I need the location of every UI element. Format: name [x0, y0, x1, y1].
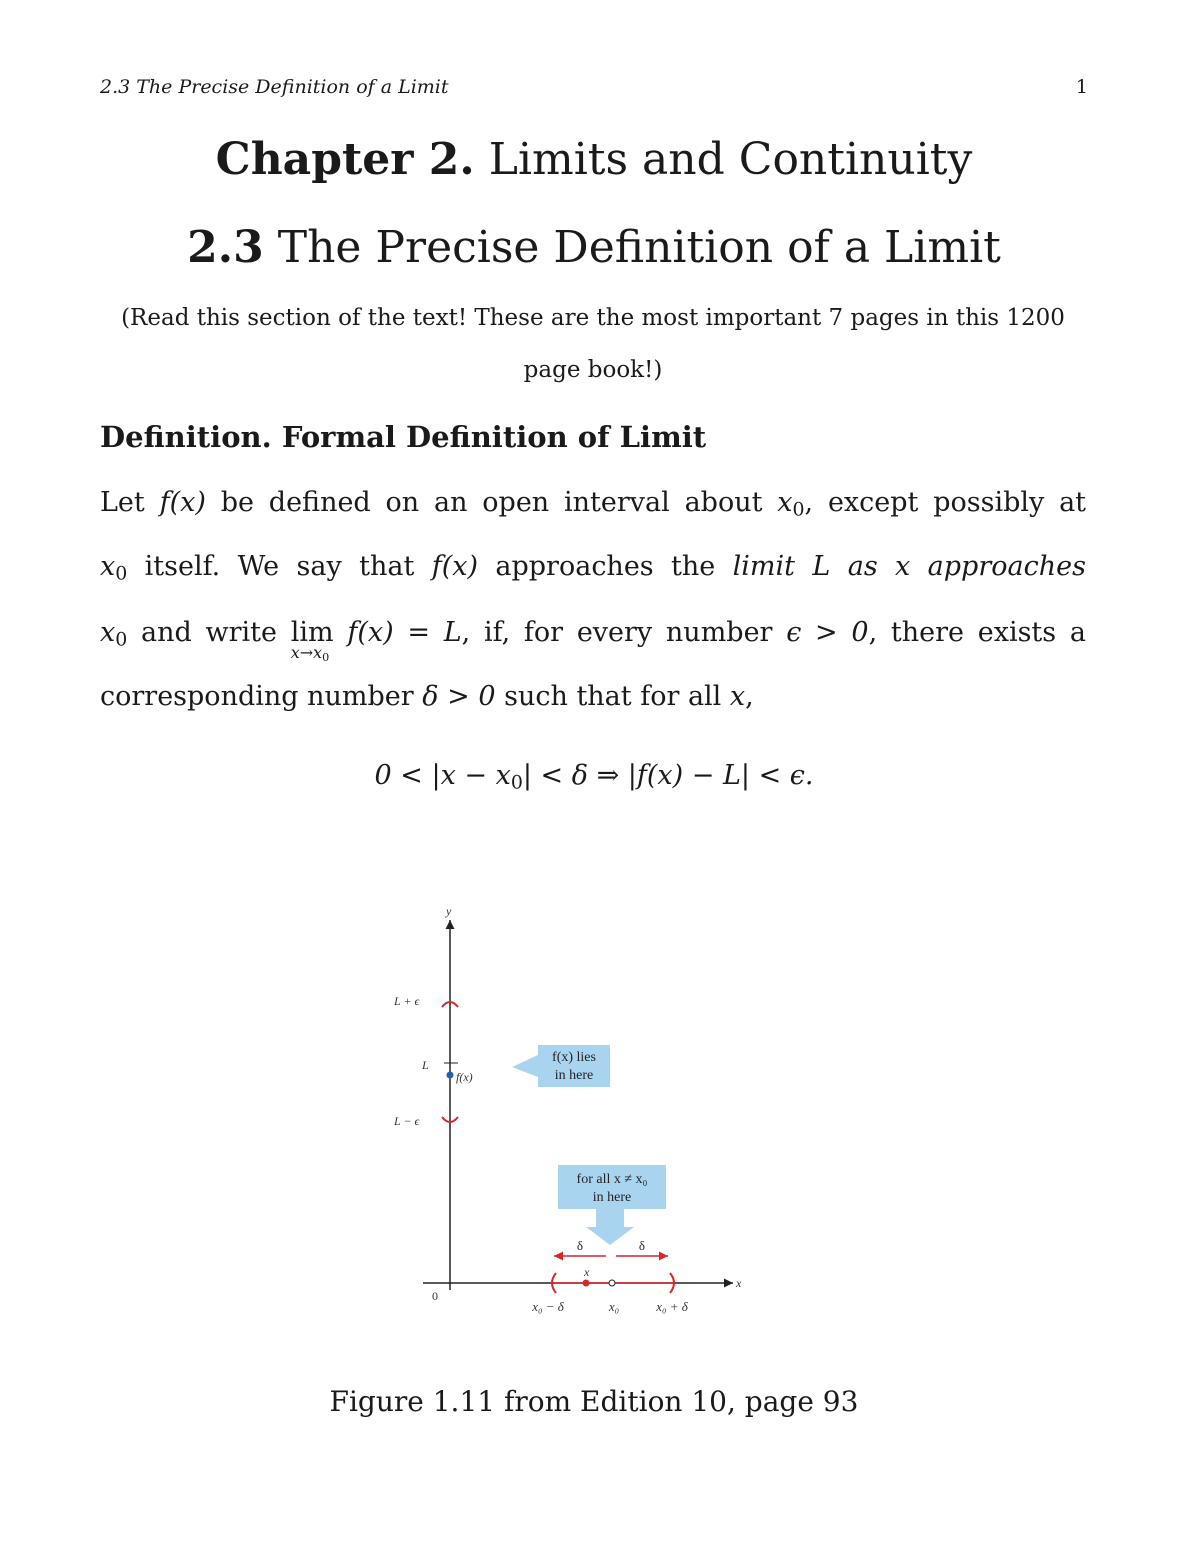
text: approaches the — [495, 551, 716, 582]
limit-operator: lim $x\to x_0$ — [290, 617, 334, 664]
section-name: The Precise Definition of a Limit — [277, 222, 1001, 273]
text: corresponding number — [100, 681, 414, 712]
text: , if, for every number — [461, 617, 773, 648]
math-x: x — [729, 681, 746, 712]
x-axis-label: x — [736, 1276, 742, 1290]
math-x0: $x_0$ — [100, 551, 128, 585]
callout-bottom-line1: for all x ≠ x₀ — [576, 1172, 648, 1187]
y-axis-label: y — [446, 904, 452, 918]
reading-note: (Read this section of the text! These are the most important 7 pages in this 1200 page book!) — [121, 305, 1065, 383]
text: and write — [141, 617, 277, 648]
definition-heading: Definition. Formal Definition of Limit — [100, 420, 707, 454]
delta-label-right: δ — [638, 1238, 646, 1253]
definition-line-1 — [100, 487, 1086, 521]
x-point-label: x — [584, 1265, 590, 1279]
math-x0: $x_0$ — [100, 617, 128, 651]
italic-limit-phrase: limit L as x approaches — [732, 551, 1086, 582]
definition-formula: $0 < |x - x_0| < \delta$ ⇒ |f(x) − L| < ϵ. — [374, 760, 814, 794]
text: be defined on an open interval about — [220, 487, 763, 518]
definition-line-3 — [100, 617, 1086, 664]
running-header: 2.3 The Precise Definition of a Limit — [100, 76, 449, 98]
fx-label: f(x) — [456, 1070, 473, 1084]
L-minus-eps-label: L − ϵ — [394, 1114, 420, 1128]
fx-point — [447, 1072, 454, 1079]
text: , except possibly at — [804, 487, 1087, 518]
text: Let — [100, 487, 145, 518]
L-label: L — [422, 1058, 429, 1072]
definition-line-4 — [100, 681, 1086, 712]
origin-label: 0 — [432, 1289, 438, 1303]
text: itself. We say that — [144, 551, 415, 582]
definition-line-2 — [100, 551, 1086, 585]
chapter-label: Chapter 2. — [215, 134, 475, 185]
math-epsilon: ϵ > 0 — [786, 617, 869, 648]
callout-top-line1: f(x) lies — [552, 1050, 596, 1065]
limit-subscript: $x\to x_0$ — [290, 643, 330, 664]
x-point — [583, 1280, 590, 1287]
math-fx: f(x) — [431, 551, 478, 582]
callout-top-line2: in here — [554, 1068, 594, 1083]
figure-caption: Figure 1.11 from Edition 10, page 93 — [329, 1385, 859, 1418]
page-number: 1 — [1075, 76, 1088, 98]
math-x0: $x_0$ — [777, 487, 805, 521]
chapter-name: Limits and Continuity — [488, 134, 973, 185]
x0-open-point — [609, 1280, 615, 1286]
section-number: 2.3 — [187, 222, 264, 273]
callout-bottom-line2: in here — [592, 1190, 632, 1205]
delta-label-left: δ — [576, 1238, 584, 1253]
x0-minus-delta-label: x₀ − δ — [532, 1299, 564, 1314]
text: , there exists a — [868, 617, 1086, 648]
math-fx: f(x) — [159, 487, 206, 518]
math-delta: δ > 0 — [422, 681, 496, 712]
L-plus-eps-label: L + ϵ — [394, 994, 420, 1008]
math-limit-expression: f(x) = L — [347, 617, 462, 648]
x0-plus-delta-label: x₀ + δ — [656, 1299, 688, 1314]
text: such that for all — [504, 681, 722, 712]
limit-figure — [388, 895, 748, 1335]
chapter-title — [0, 134, 1188, 185]
text: , — [745, 681, 754, 712]
section-title — [0, 222, 1188, 273]
x0-label: x₀ — [608, 1299, 620, 1314]
